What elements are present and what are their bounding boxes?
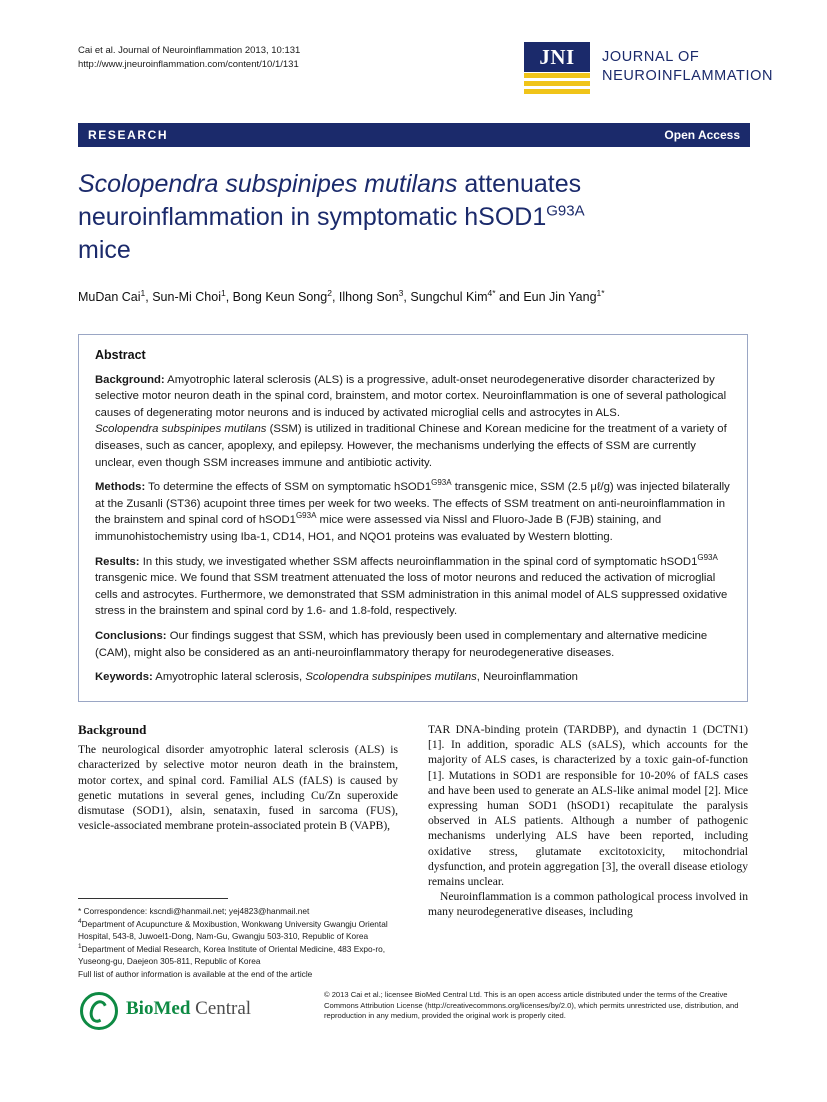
biomed-central-logo [78,990,308,1036]
author-list: MuDan Cai$^1$, Sun-Mi Choi$^1$, Bong Keun Song$^2$, Ilhong Son$^3$, Sungchul Kim$^{4*}$ and Eun Jin Yang$^{1*}$ [78,287,605,304]
abstract-keywords-text-b: , Neuroinflammation [476,671,578,684]
license-text: © 2013 Cai et al.; licensee BioMed Central Ltd. This is an open access article distributed under the terms of the Creative Commons Attribution License (http://creativecommons.org/licenses/by/2.0), which permits unrestricted use, distribution, and reproduction in any medium, provided the original work is properly cited. [324,990,739,1021]
journal-citation [78,44,300,72]
central-text: Central [190,998,252,1019]
abstract-keywords-text-a: Amyotrophic lateral sclerosis, [152,671,306,684]
abstract-methods-text-c: mice were assessed via Nissl and Fluoro-Jade B (FJB) staining, and immunohistochemistry using Iba-1, CD14, HO1, and NQO1 proteins was evaluated by Western blotting. [95,514,662,543]
citation-line-1: Cai et al. Journal of Neuroinflammation 2013, 10:131 [78,45,301,56]
footnotes [78,906,400,982]
title-line-3: mice [78,236,131,264]
affiliation-4-marker: 4 [78,918,82,926]
footnote-divider [78,898,228,899]
abstract-conclusions [95,628,731,661]
abstract-conclusions-label: Conclusions: [95,629,167,642]
affiliation-1-marker: 1 [78,943,82,951]
jni-logo-text: JNI [539,45,575,69]
body-column-right [428,722,748,920]
abstract-background-text-2: (SSM) is utilized in traditional Chinese and Korean medicine for the treatment of a variety of diseases, such as cancer, apoplexy, and epilepsy. However, the mechanisms underlying the effects of SSM are currently unclear, even though SSM increases immune and antibiotic activity. [95,423,727,469]
body-column-left [78,722,398,833]
abstract-keywords-italic: Scolopendra subspinipes mutilans [305,671,477,684]
affiliation-4-text: Department of Acupuncture & Moxibustion, Wonkwang University Gwangju Oriental Hospital, 543-8, Juwoel1-Dong, Nam-Gu, Gwangju 503-310, Republic of Korea [78,919,388,941]
journal-title [602,48,773,86]
citation-line-2: http://www.jneuroinflammation.com/content/10/1/131 [78,59,299,70]
abstract-results-text-a: In this study, we investigated whether SSM affects neuroinflammation in the spinal cord of symptomatic hSOD1 [139,555,698,568]
journal-title-line-1: JOURNAL OF [602,49,700,65]
right-paragraph-2: Neuroinflammation is a common pathological process involved in many neurodegenerative diseases, including [428,890,748,919]
abstract-background-italic: Scolopendra subspinipes mutilans [95,423,267,436]
title-part-2: attenuates [457,170,582,198]
page-title [78,168,718,267]
right-paragraph-1: TAR DNA-binding protein (TARDBP), and dynactin 1 (DCTN1) [1]. In addition, sporadic ALS (sALS), which accounts for the majority of ALS cases, is characterized by a toxic gain-of-function [1]. Mutations in SOD1 are responsible for 10-20% of fALS cases and have been used to generate an ALS-like animal model [2]. Mice expressing human SOD1 (hSOD1) recapitulate the paralysis observed in ALS patients. Although a number of pathogenic mechanisms underlying ALS have been reported, including oxidative stress, glutamate excitotoxicity, mitochondrial dysfunction, and protein aggregation [3], the overall disease etiology remains unclear. [428,723,748,889]
title-superscript: G93A [546,202,585,220]
abstract-results-sup: G93A [697,552,718,562]
biomed-central-mark-icon [80,992,118,1030]
abstract-conclusions-text: Our findings suggest that SSM, which has previously been used in complementary and alternative medicine (CAM), might also be considered as an anti-neuroinflammatory therapy for neurodegenerative diseases. [95,629,708,659]
section-heading-background: Background [78,722,147,737]
title-species-italic: Scolopendra subspinipes mutilans [78,170,458,198]
abstract-background-label: Background: [95,373,165,386]
correspondence-note: * Correspondence: kscndi@hanmail.net; yej4823@hanmail.net [78,906,310,916]
article-type-label: RESEARCH [88,128,169,142]
title-line-2: neuroinflammation in symptomatic hSOD1 [78,203,547,231]
abstract-results-text-b: transgenic mice. We found that SSM treatment attenuated the loss of motor neurons and reduced the activation of microglial cells and astrocytes. Furthermore, we demonstrated that SSM administration in this animal model of ALS suppressed oxidative stress in the brainstem and spinal cord by 1.6- and 1.8-fold, respectively. [95,572,728,618]
abstract-box [78,334,748,702]
background-paragraph: The neurological disorder amyotrophic lateral sclerosis (ALS) is characterized by selective motor neuron death in the brainstem, motor cortex, and spinal cord. Familial ALS (fALS) is caused by genetic mutations in several genes, including Cu/Zn superoxide dismutase (SOD1), alsin, senataxin, fused in sarcoma (FUS), vesicle-associated membrane protein-associated protein B (VAPB), [78,743,398,833]
abstract-keywords-label: Keywords: [95,671,153,684]
jni-badge-icon [524,42,590,100]
abstract-methods-text-b: transgenic mice, SSM (2.5 μℓ/g) was injected bilaterally at the Zusanli (ST36) acupoint three times per week for two weeks. The effects of SSM treatment on anti-neuroinflammation in the brainstem and spinal cord of hSOD1 [95,481,730,527]
biomed-central-wordmark [126,998,251,1020]
abstract-keywords [95,669,731,686]
abstract-methods [95,479,731,545]
biomed-text: BioMed [126,998,191,1019]
abstract-results [95,554,731,620]
abstract-methods-text-a: To determine the effects of SSM on symptomatic hSOD1 [145,481,432,494]
full-author-list-note: Full list of author information is available at the end of the article [78,969,313,980]
abstract-heading: Abstract [95,348,146,362]
abstract-results-label: Results: [95,555,140,568]
affiliation-1 [78,944,400,967]
abstract-methods-sup-a: G93A [431,478,452,488]
page-header [78,44,774,106]
article-type-bar [78,123,750,147]
affiliation-4 [78,919,400,942]
abstract-background [95,372,731,472]
abstract-background-text: Amyotrophic lateral sclerosis (ALS) is a progressive, adult-onset neurodegenerative disorder characterized by selective motor neuron death in the spinal cord, brainstem, and motor cortex. Neuroinflammation is one of several pathological causes of degenerating motor neurons and is induced by activated microglial cells and astrocytes in ALS. [95,373,727,419]
journal-title-line-2: NEUROINFLAMMATION [602,68,774,84]
open-access-label: Open Access [664,128,740,142]
journal-logo [480,40,774,106]
affiliation-1-text: Department of Medial Research, Korea Institute of Oriental Medicine, 483 Expo-ro, Yuseong-gu, Daejeon 305-811, Republic of Korea [78,944,386,966]
abstract-methods-label: Methods: [95,481,146,494]
abstract-methods-sup-b: G93A [295,511,317,521]
